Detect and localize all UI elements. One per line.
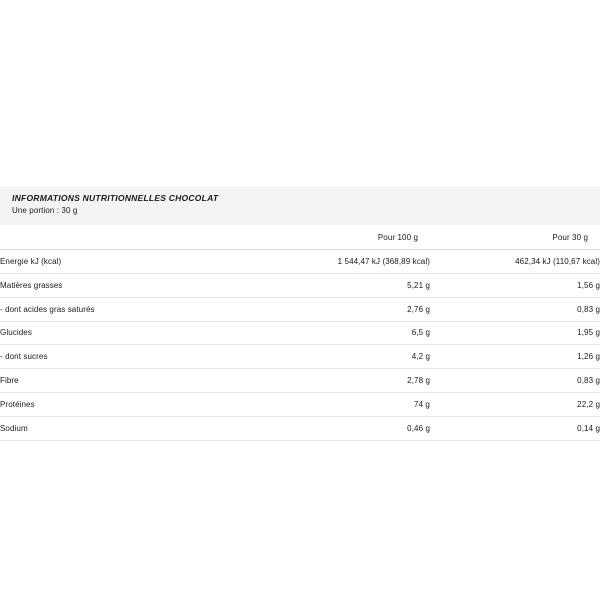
table-row (0, 392, 600, 416)
nutrient-value-100g: 1 544,47 kJ (368,89 kcal) (270, 250, 430, 274)
column-header-per-100g: Pour 100 g (270, 225, 430, 250)
nutrient-value-30g: 0,14 g (430, 416, 600, 440)
nutrient-label: Protéines (0, 392, 270, 416)
column-header-nutrient (0, 225, 270, 250)
nutrient-value-30g: 0,83 g (430, 297, 600, 321)
nutrient-value-30g: 1,56 g (430, 273, 600, 297)
table-header-row (0, 225, 600, 250)
nutrient-label: Glucides (0, 321, 270, 345)
nutrient-label: Energie kJ (kcal) (0, 250, 270, 274)
nutrient-label: - dont acides gras saturés (0, 297, 270, 321)
nutrition-title: INFORMATIONS NUTRITIONNELLES CHOCOLAT (12, 193, 219, 203)
nutrient-label: - dont sucres (0, 345, 270, 369)
nutrient-label: Matières grasses (0, 273, 270, 297)
nutrient-value-100g: 6,5 g (270, 321, 430, 345)
nutrient-value-30g: 0,83 g (430, 369, 600, 393)
nutrient-value-100g: 2,76 g (270, 297, 430, 321)
nutrient-value-100g: 2,78 g (270, 369, 430, 393)
nutrient-value-100g: 5,21 g (270, 273, 430, 297)
nutrition-information-panel (0, 186, 600, 441)
nutrient-value-30g: 462,34 kJ (110,67 kcal) (430, 250, 600, 274)
nutrient-value-100g: 4,2 g (270, 345, 430, 369)
nutrient-value-30g: 22,2 g (430, 392, 600, 416)
nutrient-value-100g: 0,46 g (270, 416, 430, 440)
table-row (0, 297, 600, 321)
table-row (0, 250, 600, 274)
nutrition-table (0, 225, 600, 440)
table-row (0, 321, 600, 345)
nutrient-value-100g: 74 g (270, 392, 430, 416)
table-row (0, 273, 600, 297)
nutrition-header-band (0, 186, 600, 225)
table-row (0, 345, 600, 369)
nutrient-label: Sodium (0, 416, 270, 440)
nutrient-label: Fibre (0, 369, 270, 393)
table-row (0, 369, 600, 393)
nutrient-value-30g: 1,95 g (430, 321, 600, 345)
table-row (0, 416, 600, 440)
nutrient-value-30g: 1,26 g (430, 345, 600, 369)
serving-size-text: Une portion : 30 g (12, 206, 78, 216)
column-header-per-30g: Pour 30 g (430, 225, 600, 250)
